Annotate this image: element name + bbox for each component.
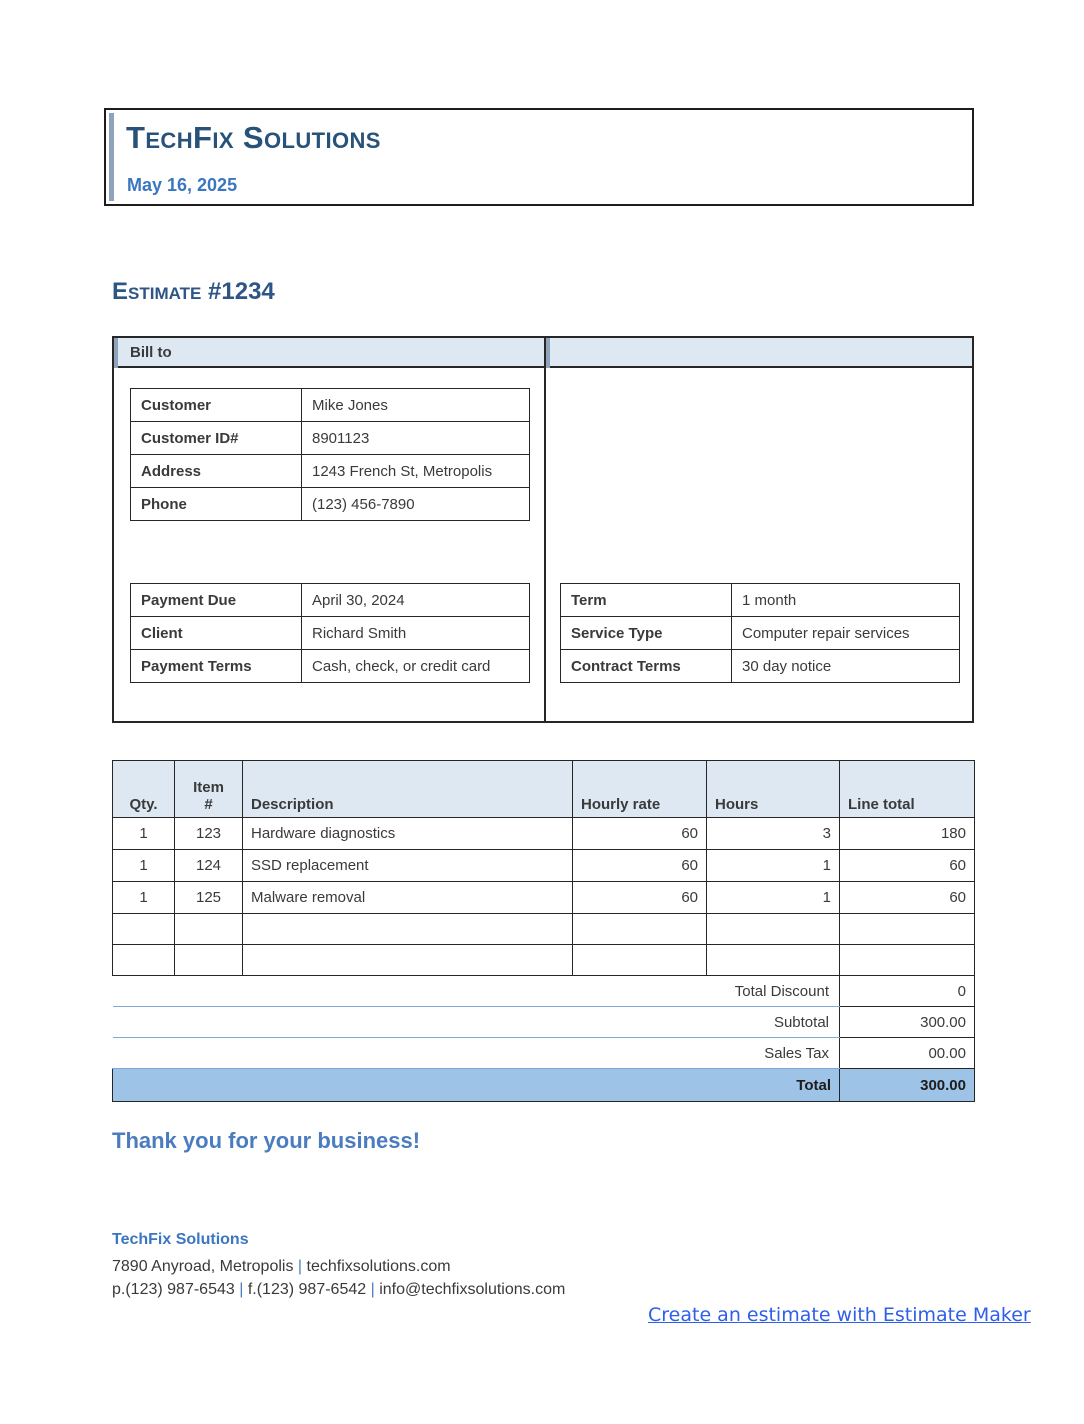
footer-separator: | (239, 1281, 244, 1298)
summary-value-total: 300.00 (840, 1069, 975, 1102)
cell-rate: 60 (573, 818, 707, 850)
footer-fax: f.(123) 987-6542 (247, 1281, 367, 1298)
client-label: Client (131, 617, 302, 650)
footer-phone: p.(123) 987-6543 (112, 1281, 235, 1298)
customer-id-label: Customer ID# (131, 422, 302, 455)
document-header (104, 108, 974, 206)
summary-row-sales-tax (113, 1038, 975, 1069)
cell-empty (113, 945, 175, 976)
table-row (131, 584, 530, 617)
header-item-line2: # (204, 796, 213, 813)
cell-qty: 1 (113, 882, 175, 914)
summary-value-sales-tax: 00.00 (840, 1038, 975, 1069)
footer-separator: | (297, 1258, 303, 1275)
line-items-header-row (113, 761, 975, 818)
summary-value-subtotal: 300.00 (840, 1007, 975, 1038)
service-type-value: Computer repair services (732, 617, 960, 650)
bill-to-section (112, 336, 974, 723)
header-hourly-rate: Hourly rate (573, 761, 707, 818)
bill-to-band-label: Bill to (130, 343, 172, 361)
table-row (113, 818, 975, 850)
cell-rate: 60 (573, 850, 707, 882)
thank-you-message: Thank you for your business! (112, 1128, 421, 1153)
contract-terms-label: Contract Terms (561, 650, 732, 683)
cell-empty (243, 914, 573, 945)
footer-company-name: TechFix Solutions (112, 1231, 249, 1248)
cell-item: 125 (175, 882, 243, 914)
footer-website: techfixsolutions.com (306, 1258, 451, 1275)
footer-separator: | (370, 1281, 375, 1298)
estimate-heading-label: Estimate (112, 278, 202, 305)
customer-value: Mike Jones (302, 389, 530, 422)
cell-item: 123 (175, 818, 243, 850)
cell-rate: 60 (573, 882, 707, 914)
line-items-table (112, 760, 975, 1102)
footer-email: info@techfixsolutions.com (379, 1281, 566, 1298)
summary-label-total-discount: Total Discount (113, 976, 840, 1007)
cell-line-total: 180 (840, 818, 975, 850)
terms-info-table (560, 583, 960, 683)
bill-to-band-accent (114, 338, 118, 368)
cell-empty (573, 945, 707, 976)
estimate-heading (112, 278, 275, 306)
bill-to-right-column (546, 338, 972, 721)
phone-value: (123) 456-7890 (302, 488, 530, 521)
cell-empty (707, 914, 840, 945)
cell-description: Malware removal (243, 882, 573, 914)
cell-hours: 1 (707, 882, 840, 914)
table-row-empty (113, 945, 975, 976)
table-row (561, 617, 960, 650)
summary-label-total: Total (113, 1069, 840, 1102)
cell-empty (573, 914, 707, 945)
summary-row-total-discount (113, 976, 975, 1007)
header-hours: Hours (707, 761, 840, 818)
create-estimate-link[interactable]: Create an estimate with Estimate Maker (648, 1304, 1031, 1326)
table-row (131, 650, 530, 683)
payment-due-label: Payment Due (131, 584, 302, 617)
cell-qty: 1 (113, 818, 175, 850)
cell-hours: 1 (707, 850, 840, 882)
summary-label-sales-tax: Sales Tax (113, 1038, 840, 1069)
payment-info-table (130, 583, 530, 683)
table-row (131, 455, 530, 488)
customer-info-table (130, 388, 530, 521)
bill-to-right-band-accent (546, 338, 550, 368)
payment-terms-label: Payment Terms (131, 650, 302, 683)
footer-contact-line (112, 1281, 565, 1299)
header-item-line1: Item (193, 779, 224, 796)
cell-qty: 1 (113, 850, 175, 882)
table-row (131, 389, 530, 422)
header-description: Description (243, 761, 573, 818)
address-label: Address (131, 455, 302, 488)
bill-to-band (114, 338, 544, 368)
table-row-empty (113, 914, 975, 945)
cell-description: Hardware diagnostics (243, 818, 573, 850)
phone-label: Phone (131, 488, 302, 521)
estimate-heading-number: #1234 (208, 278, 275, 305)
header-line-total: Line total (840, 761, 975, 818)
bill-to-left-column (114, 338, 546, 721)
footer-address: 7890 Anyroad, Metropolis (112, 1258, 294, 1275)
table-row (113, 850, 975, 882)
client-value: Richard Smith (302, 617, 530, 650)
address-value: 1243 French St, Metropolis (302, 455, 530, 488)
cell-line-total: 60 (840, 850, 975, 882)
cell-empty (707, 945, 840, 976)
summary-row-total (113, 1069, 975, 1102)
cell-empty (175, 914, 243, 945)
table-row (131, 617, 530, 650)
header-accent-bar (109, 113, 114, 201)
cell-empty (243, 945, 573, 976)
header-item-number (175, 761, 243, 818)
cell-item: 124 (175, 850, 243, 882)
payment-terms-value: Cash, check, or credit card (302, 650, 530, 683)
summary-value-total-discount: 0 (840, 976, 975, 1007)
table-row (113, 882, 975, 914)
cell-line-total: 60 (840, 882, 975, 914)
table-row (131, 488, 530, 521)
contract-terms-value: 30 day notice (732, 650, 960, 683)
customer-id-value: 8901123 (302, 422, 530, 455)
bill-to-right-band (546, 338, 972, 368)
summary-label-subtotal: Subtotal (113, 1007, 840, 1038)
table-row (131, 422, 530, 455)
customer-label: Customer (131, 389, 302, 422)
cell-empty (840, 945, 975, 976)
table-row (561, 584, 960, 617)
cell-empty (113, 914, 175, 945)
company-name-title: TechFix Solutions (126, 120, 381, 155)
table-row (561, 650, 960, 683)
payment-due-value: April 30, 2024 (302, 584, 530, 617)
header-qty: Qty. (113, 761, 175, 818)
term-value: 1 month (732, 584, 960, 617)
term-label: Term (561, 584, 732, 617)
cell-hours: 3 (707, 818, 840, 850)
cell-empty (840, 914, 975, 945)
service-type-label: Service Type (561, 617, 732, 650)
cell-description: SSD replacement (243, 850, 573, 882)
summary-row-subtotal (113, 1007, 975, 1038)
footer-address-line (112, 1258, 451, 1276)
cell-empty (175, 945, 243, 976)
document-date: May 16, 2025 (127, 175, 238, 195)
